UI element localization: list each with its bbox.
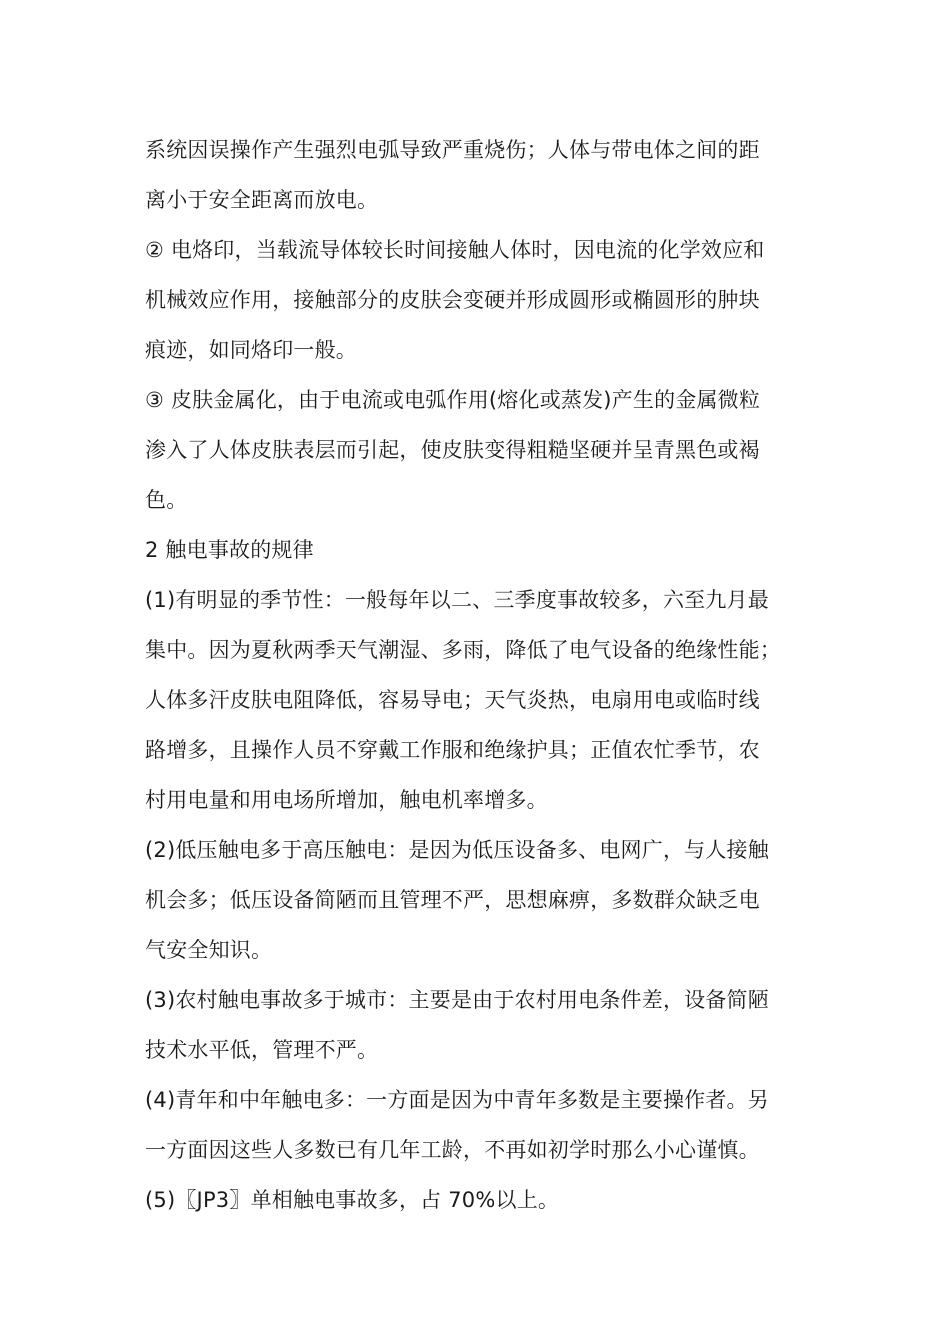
text-line: (3)农村触电事故多于城市：主要是由于农村用电条件差，设备简陋 [145,988,769,1012]
text-line: 技术水平低，管理不严。 [145,1038,379,1062]
section-heading: 2 触电事故的规律 [145,538,314,562]
text-line: (2)低压触电多于高压触电：是因为低压设备多、电网广，与人接触 [145,838,769,862]
text-line: 色。 [145,488,188,512]
text-line: 人体多汗皮肤电阻降低，容易导电；天气炎热，电扇用电或临时线 [145,688,760,712]
text-line: 一方面因这些人多数已有几年工龄，不再如初学时那么小心谨慎。 [145,1138,760,1162]
text-line: 集中。因为夏秋两季天气潮湿、多雨，降低了电气设备的绝缘性能； [145,638,781,662]
text-line: (1)有明显的季节性：一般每年以二、三季度事故较多，六至九月最 [145,588,769,612]
text-line: (4)青年和中年触电多：一方面是因为中青年多数是主要操作者。另 [145,1088,769,1112]
text-line: ② 电烙印，当载流导体较长时间接触人体时，因电流的化学效应和 [145,238,765,262]
text-line: 离小于安全距离而放电。 [145,188,379,212]
text-line: 系统因误操作产生强烈电弧导致严重烧伤；人体与带电体之间的距 [145,138,760,162]
text-line: 气安全知识。 [145,938,273,962]
text-line: ③ 皮肤金属化，由于电流或电弧作用(熔化或蒸发)产生的金属微粒 [145,388,761,412]
text-line: 机械效应作用，接触部分的皮肤会变硬并形成圆形或椭圆形的肿块 [145,288,760,312]
text-line: 渗入了人体皮肤表层而引起，使皮肤变得粗糙坚硬并呈青黑色或褐 [145,438,760,462]
text-line: (5)〖JP3〗单相触电事故多，占 70%以上。 [145,1188,560,1212]
text-line: 机会多；低压设备简陋而且管理不严，思想麻痹，多数群众缺乏电 [145,888,760,912]
text-line: 痕迹，如同烙印一般。 [145,338,357,362]
text-line: 村用电量和用电场所增加，触电机率增多。 [145,788,548,812]
text-line: 路增多，且操作人员不穿戴工作服和绝缘护具；正值农忙季节，农 [145,738,760,762]
